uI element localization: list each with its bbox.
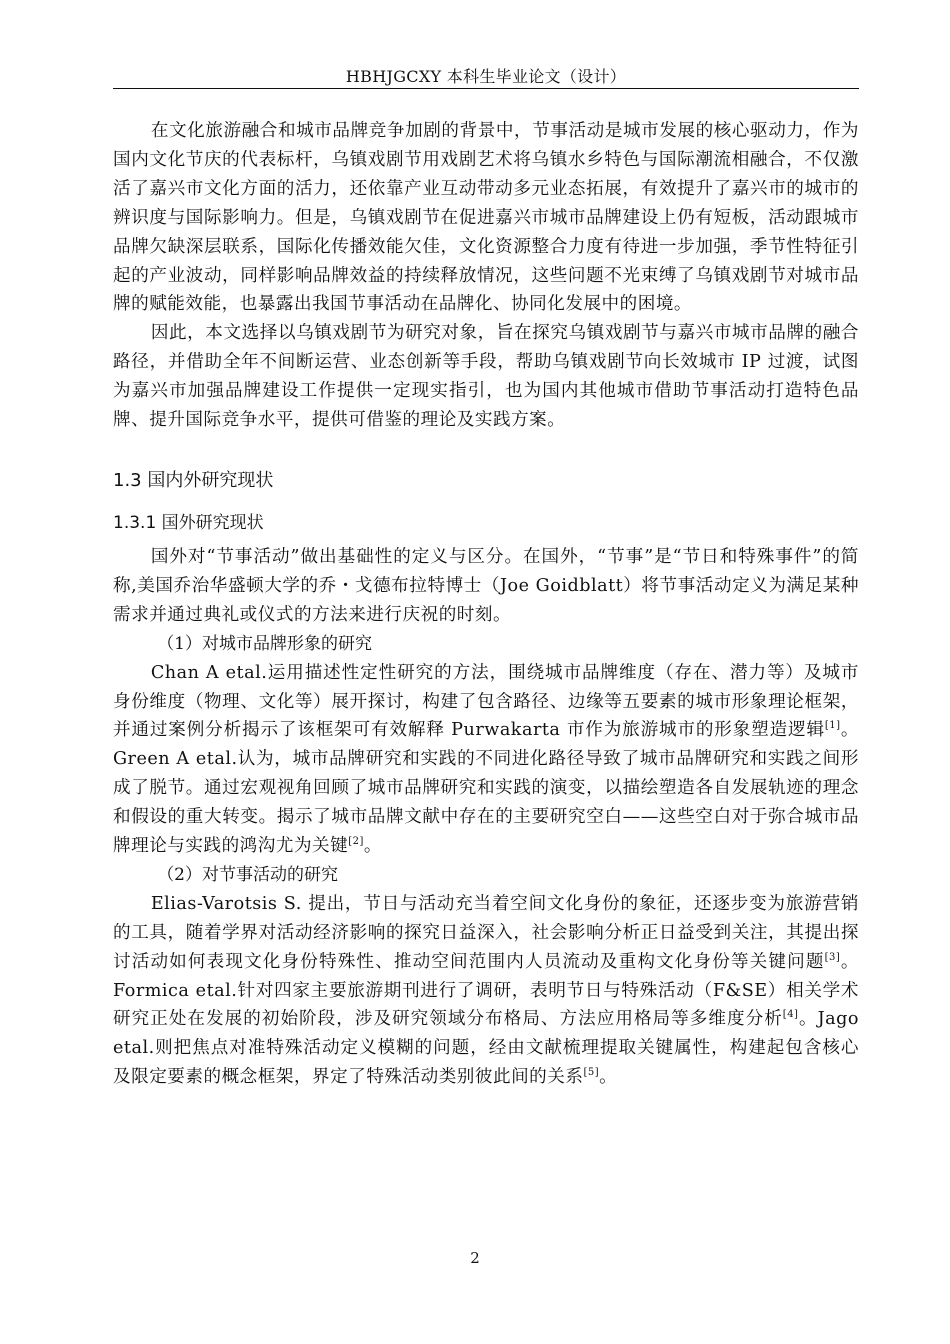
citation-1: [1] (824, 720, 841, 732)
paragraph-background: 在文化旅游融合和城市品牌竞争加剧的背景中，节事活动是城市发展的核心驱动力，作为国内文化节庆的代表标杆，乌镇戏剧节用戏剧艺术将乌镇水乡特色与国际潮流相融合，不仅激活了嘉兴市文化方面的活力，还依靠产业互动带动多元业态拓展，有效提升了嘉兴市的城市的辨识度与国际影响力。但是，乌镇戏剧节在促进嘉兴市城市品牌建设上仍有短板，活动跟城市品牌欠缺深层联系，国际化传播效能欠佳，文化资源整合力度有待进一步加强，季节性特征引起的产业波动，同样影响品牌效益的持续释放情况，这些问题不光束缚了乌镇戏剧节对城市品牌的赋能效能，也暴露出我国节事活动在品牌化、协同化发展中的困境。 (113, 121, 859, 315)
text-segment: 。 (363, 836, 383, 857)
citation-4: [4] (782, 1009, 799, 1021)
header-rule (113, 88, 859, 89)
section-heading-1-3-1: 1.3.1 国外研究现状 (113, 512, 264, 533)
paragraph-purpose: 因此，本文选择以乌镇戏剧节为研究对象，旨在探究乌镇戏剧节与嘉兴市城市品牌的融合路径，并借助全年不间断运营、业态创新等手段，帮助乌镇戏剧节向长效城市 IP 过渡，试图为嘉兴市加强品牌建设工作提供一定现实指引，也为国内其他城市借助节事活动打造特色品牌、提升国际竞争水平，提供可借鉴的理论及实践方案。 (113, 323, 859, 431)
text-segment: 。Jago etal.则把焦点对准特殊活动定义模糊的问题，经由文献梳理提取关键属性，构建起包含核心及限定要素的概念框架，界定了特殊活动类别彼此间的关系 (113, 1009, 859, 1088)
paragraph-city-brand (113, 659, 859, 861)
text-segment: Chan A etal.运用描述性定性研究的方法，围绕城市品牌维度（存在、潜力等）及城市身份维度（物理、文化等）展开探讨，构建了包含路径、边缘等五要素的城市形象理论框架，并通过案例分析揭示了该框架可有效解释 Purwakarta 市作为旅游城市的形象塑造逻辑 (113, 662, 859, 741)
citation-2: [2] (348, 836, 364, 848)
subheading-events: （2）对节事活动的研究 (157, 864, 339, 885)
running-header: HBHJGCXY 本科生毕业论文（设计） (345, 67, 627, 86)
text-segment: 。Green A etal.认为，城市品牌研究和实践的不同进化路径导致了城市品牌研究和实践之间形成了脱节。通过宏观视角回顾了城市品牌研究和实践的演变，以描绘塑造各自发展轨迹的理念和假设的重大转变。揭示了城市品牌文献中存在的主要研究空白——这些空白对于弥合城市品牌理论与实践的鸿沟尤为关键 (113, 720, 859, 857)
paragraph-events (113, 890, 859, 1092)
page-number: 2 (470, 1249, 480, 1267)
subheading-city-brand: （1）对城市品牌形象的研究 (157, 633, 373, 654)
text-segment: 。 (599, 1067, 618, 1088)
citation-5: [5] (583, 1067, 600, 1079)
text-segment: 。Formica etal.针对四家主要旅游期刊进行了调研，表明节日与特殊活动（F&SE）相关学术研究正处在发展的初始阶段，涉及研究领域分布格局、方法应用格局等多维度分析 (113, 951, 859, 1030)
section-heading-1-3: 1.3 国内外研究现状 (113, 469, 274, 491)
citation-3: [3] (824, 951, 841, 963)
paragraph-definition: 国外对“节事活动”做出基础性的定义与区分。在国外，“节事”是“节日和特殊事件”的简称,美国乔治华盛顿大学的乔・戈德布拉特博士（Joe Goidblatt）将节事活动定义为满足某种需求并通过典礼或仪式的方法来进行庆祝的时刻。 (113, 546, 859, 625)
body-text (113, 117, 859, 1092)
text-segment: Elias-Varotsis S. 提出，节日与活动充当着空间文化身份的象征，还逐步变为旅游营销的工具，随着学界对活动经济影响的探究日益深入，社会影响分析正日益受到关注，其提出探讨活动如何表现文化身份特殊性、推动空间范围内人员流动及重构文化身份等关键问题 (113, 893, 859, 972)
